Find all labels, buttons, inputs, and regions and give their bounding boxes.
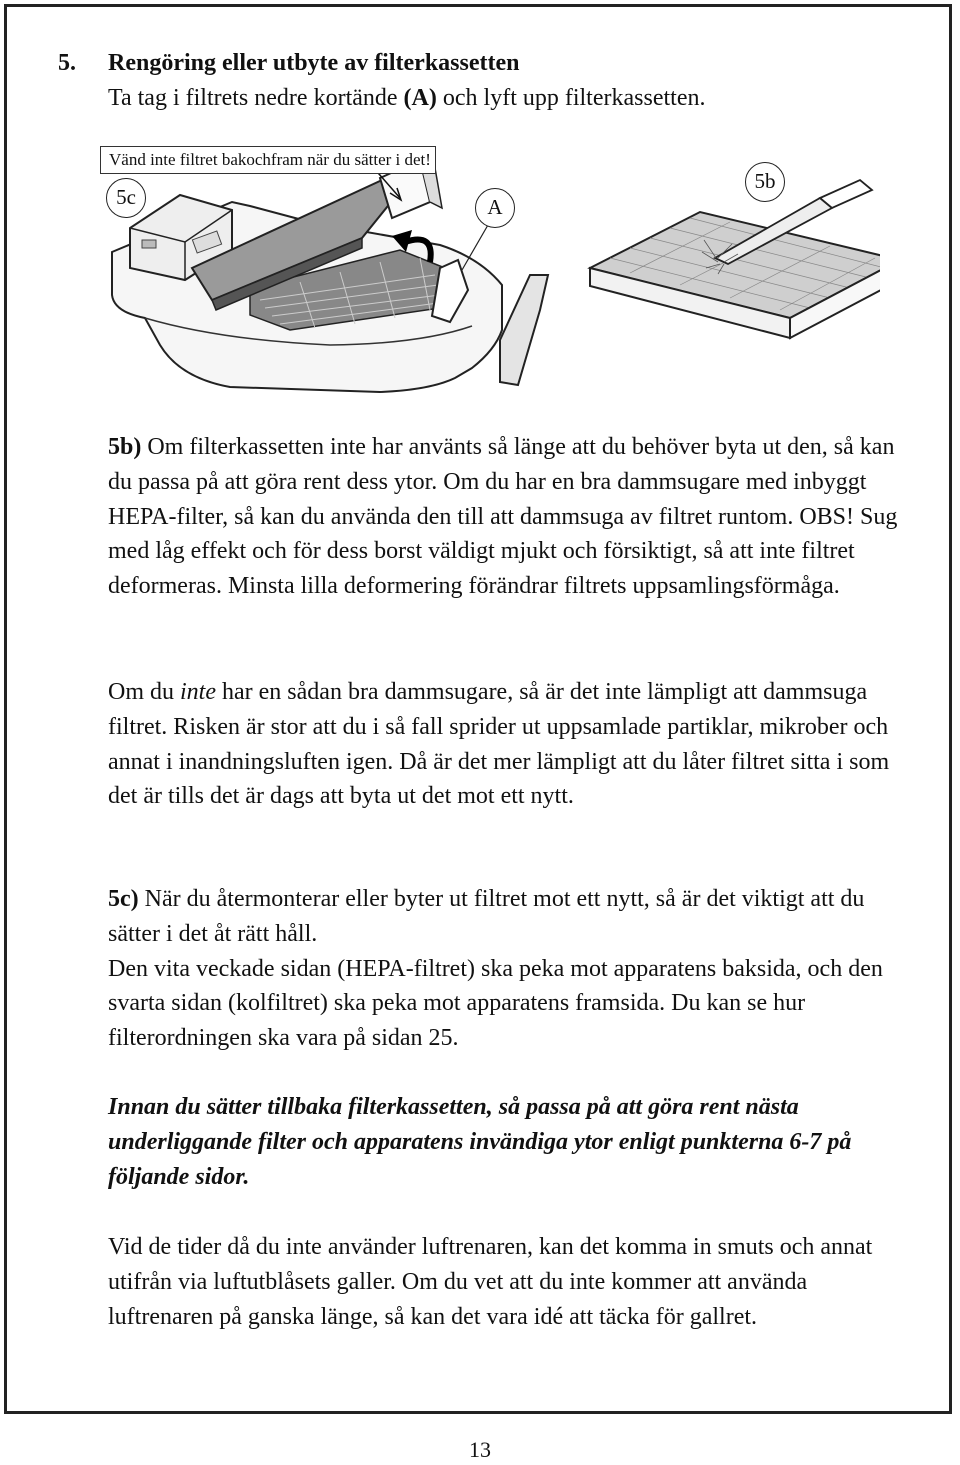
vacuum-handle [820, 180, 872, 208]
paragraph-5b-text-1: Om filterkassetten inte har använts så länge att du behöver byta ut den, så kan du passa på att göra rent dess ytor. Om du har en bra dammsugare med inbyggt HEPA-filter, så kan du använda den till att dammsuga av filtret runtom. [108, 434, 895, 530]
warning-label: Vänd inte filtret bakochfram när du sätter i det! [100, 146, 436, 174]
section-number: 5. [58, 50, 76, 76]
label-5c: 5c [106, 178, 146, 218]
paragraph-no-vacuum-post: har en sådan bra dammsugare, så är det inte lämpligt att dammsuga filtret. Risken är stor att du i så fall sprider ut uppsamlade partiklar, mikrober och annat i inandningsluften igen. Då är det mer lämpligt att du låter filtret sitta i som det är tills det är dags att byta ut det mot ett nytt. [108, 679, 890, 810]
paragraph-5b [108, 430, 908, 604]
emphasis-inte: inte [180, 679, 216, 705]
device-fin [500, 275, 548, 385]
subtitle-text-pre: Ta tag i filtrets nedre kortände [108, 85, 404, 111]
section-title: Rengöring eller utbyte av filterkassetten [108, 50, 520, 76]
label-5c-lead: 5c) [108, 886, 139, 912]
label-a: A [475, 188, 515, 228]
subtitle-text-post: och lyft upp filterkassetten. [436, 85, 706, 111]
page-number: 13 [469, 1437, 491, 1462]
paragraph-5c-line-1: När du återmonterar eller byter ut filtret mot ett nytt, så är det viktigt att du sätter i det åt rätt håll. [108, 886, 865, 947]
closing-paragraph: Vid de tider då du inte använder luftrenaren, kan det komma in smuts och annat utifrån via luftutblåsets galler. Om du vet att du inte kommer att använda luftrenaren på ganska länge, så kan det vara idé att täcka för gallret. [108, 1234, 873, 1330]
paragraph-no-vacuum [108, 675, 908, 814]
subtitle-label-a: (A) [403, 85, 437, 111]
section-subtitle [108, 85, 705, 112]
label-5b-lead: 5b) [108, 434, 142, 460]
note-paragraph: Innan du sätter tillbaka filterkassetten, så passa på att göra rent nästa underliggande filter och apparatens invändiga ytor enligt punkterna 6-7 på följande sidor. [108, 1094, 852, 1190]
filter-illustration [100, 140, 880, 415]
paragraph-5b-text-2: Sug med låg effekt och för dess borst väldigt mjukt och försiktigt, så att inte filtret deformeras. Minsta lilla deformering förändrar filtrets uppsamlingsförmåga. [108, 503, 898, 600]
paragraph-5c-line-2: Den vita veckade sidan (HEPA-filtret) ska peka mot apparatens baksida, och den svarta sidan (kolfiltret) ska peka mot apparatens framsida. Du kan se hur filterordningen ska vara på sidan 25. [108, 955, 883, 1052]
paragraph-no-vacuum-pre: Om du [108, 679, 180, 705]
obs-label: OBS! [799, 503, 855, 530]
panel-button [142, 240, 156, 248]
paragraph-5c [108, 882, 908, 1056]
label-5b: 5b [745, 162, 785, 202]
